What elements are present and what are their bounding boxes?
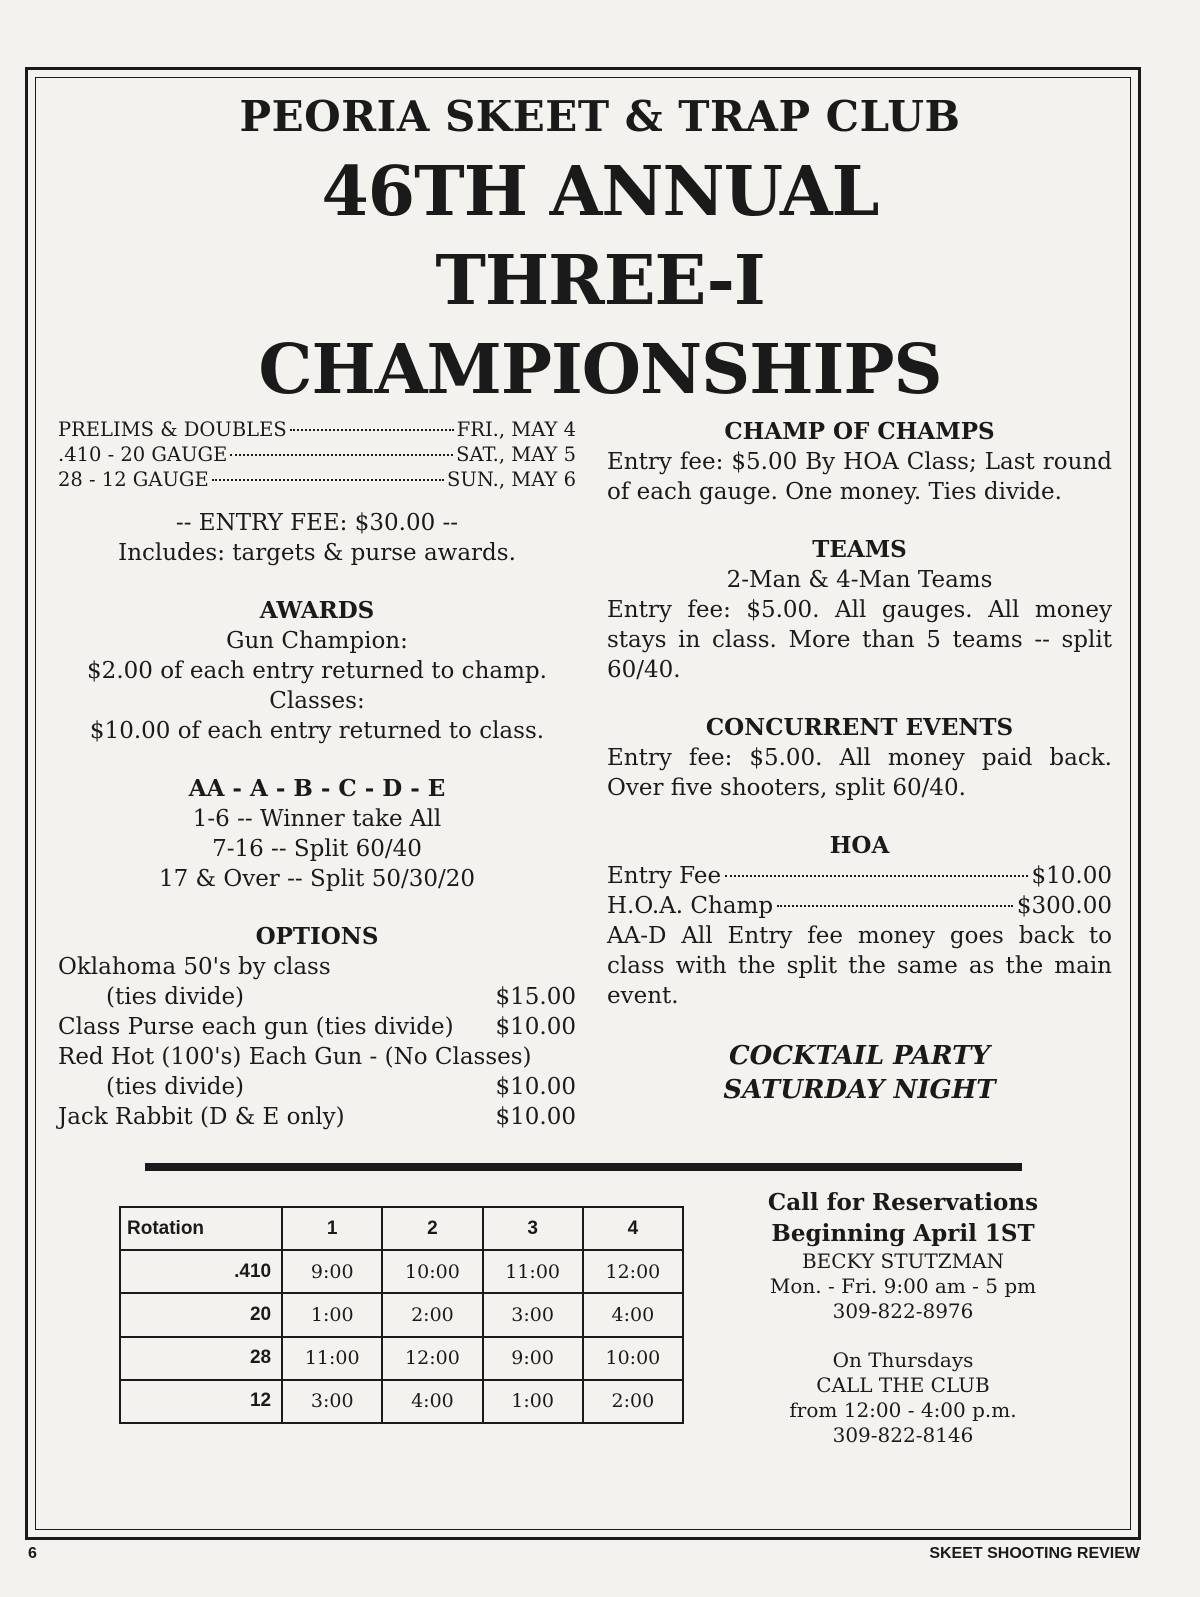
table-header-cell: 4 (583, 1207, 683, 1250)
club-phone: 309-822-8146 (832, 1423, 974, 1447)
right-column (607, 417, 1112, 1107)
table-header-cell: Rotation (120, 1207, 282, 1250)
option-price: $10.00 (495, 1104, 576, 1130)
table-row (120, 1250, 683, 1293)
table-row (120, 1380, 683, 1423)
time-cell: 12:00 (583, 1250, 683, 1293)
reservation-start: Beginning April 1ST (771, 1220, 1035, 1247)
option-red-hot: Red Hot (100's) Each Gun - (No Classes) (58, 1044, 532, 1070)
teams-text: Entry fee: $5.00. All gauges. All money stays in class. More than 5 teams -- split 60/40. (607, 597, 1112, 683)
schedule-row (58, 442, 576, 467)
cocktail-line-1: COCKTAIL PARTY (728, 1041, 991, 1071)
classes-title: AA - A - B - C - D - E (188, 775, 446, 802)
entry-fee: -- ENTRY FEE: $30.00 -- (175, 510, 459, 536)
club-name: PEORIA SKEET & TRAP CLUB (239, 92, 961, 141)
time-cell: 10:00 (382, 1250, 482, 1293)
awards-class-text: $10.00 of each entry returned to class. (89, 718, 545, 744)
option-row: (ties divide) $15.00 (106, 984, 576, 1010)
time-cell: 9:00 (282, 1250, 382, 1293)
awards-title: AWARDS (259, 597, 375, 624)
classes-line: 1-6 -- Winner take All (192, 806, 442, 832)
time-cell: 10:00 (583, 1337, 683, 1380)
option-oklahoma: Oklahoma 50's by class (58, 954, 331, 980)
gauge-cell: 28 (120, 1337, 282, 1380)
cocktail-line-2: SATURDAY NIGHT (723, 1075, 996, 1105)
teams-sub: 2-Man & 4-Man Teams (726, 567, 993, 593)
schedule-date: SAT., MAY 5 (456, 443, 576, 466)
time-cell: 4:00 (583, 1293, 683, 1336)
option-row: (ties divide) $10.00 (106, 1074, 576, 1100)
table-header-cell: 3 (483, 1207, 583, 1250)
awards-gun-label: Gun Champion: (226, 628, 408, 654)
reservation-info (738, 1187, 1068, 1448)
schedule-date: FRI., MAY 4 (456, 418, 576, 441)
schedule-row (58, 417, 576, 442)
entry-includes: Includes: targets & purse awards. (118, 540, 516, 566)
option-row: Jack Rabbit (D & E only) $10.00 (58, 1104, 576, 1130)
time-cell: 2:00 (382, 1293, 482, 1336)
option-row: Class Purse each gun (ties divide) $10.00 (58, 1014, 576, 1040)
champ-title: CHAMP OF CHAMPS (724, 418, 995, 445)
time-cell: 3:00 (483, 1293, 583, 1336)
time-cell: 11:00 (282, 1337, 382, 1380)
thursday-hours: from 12:00 - 4:00 p.m. (789, 1398, 1017, 1422)
option-price: $10.00 (495, 1014, 576, 1040)
schedule-event: 28 - 12 GAUGE (58, 468, 209, 491)
hoa-champ-row: H.O.A. Champ $300.00 (607, 893, 1112, 919)
hoa-text: AA-D All Entry fee money goes back to class with the split the same as the main event. (607, 923, 1112, 1009)
publication-name: SKEET SHOOTING REVIEW (929, 1545, 1140, 1562)
title-line-3: CHAMPIONSHIPS (258, 330, 942, 410)
left-column (58, 417, 576, 1132)
awards-class-label: Classes: (269, 688, 365, 714)
call-club: CALL THE CLUB (816, 1373, 990, 1397)
time-cell: 1:00 (282, 1293, 382, 1336)
table-row (120, 1337, 683, 1380)
rotation-table (119, 1206, 684, 1424)
time-cell: 9:00 (483, 1337, 583, 1380)
schedule-row (58, 467, 576, 492)
contact-hours: Mon. - Fri. 9:00 am - 5 pm (769, 1274, 1037, 1298)
time-cell: 4:00 (382, 1380, 482, 1423)
table-header-cell: 2 (382, 1207, 482, 1250)
table-header-row (120, 1207, 683, 1250)
option-price: $15.00 (495, 984, 576, 1010)
table-header-cell: 1 (282, 1207, 382, 1250)
page-number: 6 (28, 1545, 37, 1562)
schedule-event: .410 - 20 GAUGE (58, 443, 228, 466)
champ-text: Entry fee: $5.00 By HOA Class; Last round of each gauge. One money. Ties divide. (607, 449, 1112, 505)
teams-title: TEAMS (812, 536, 907, 563)
gauge-cell: .410 (120, 1250, 282, 1293)
classes-line: 7-16 -- Split 60/40 (212, 836, 422, 862)
hoa-fee-row: Entry Fee $10.00 (607, 863, 1112, 889)
time-cell: 12:00 (382, 1337, 482, 1380)
concurrent-title: CONCURRENT EVENTS (705, 714, 1014, 741)
title-line-1: 46TH ANNUAL (321, 152, 879, 232)
schedule-date: SUN., MAY 6 (447, 468, 576, 491)
concurrent-text: Entry fee: $5.00. All money paid back. Over five shooters, split 60/40. (607, 745, 1112, 801)
contact-name: BECKY STUTZMAN (801, 1249, 1005, 1273)
classes-line: 17 & Over -- Split 50/30/20 (158, 866, 476, 892)
time-cell: 3:00 (282, 1380, 382, 1423)
awards-gun-text: $2.00 of each entry returned to champ. (87, 658, 547, 684)
title-line-2: THREE-I (435, 241, 765, 321)
section-divider (145, 1163, 1022, 1171)
gauge-cell: 20 (120, 1293, 282, 1336)
hoa-title: HOA (829, 832, 890, 859)
table-row (120, 1293, 683, 1336)
gauge-cell: 12 (120, 1380, 282, 1423)
reservation-heading: Call for Reservations (767, 1189, 1039, 1216)
time-cell: 2:00 (583, 1380, 683, 1423)
contact-phone: 309-822-8976 (832, 1299, 974, 1323)
option-price: $10.00 (495, 1074, 576, 1100)
time-cell: 1:00 (483, 1380, 583, 1423)
schedule-event: PRELIMS & DOUBLES (58, 418, 287, 441)
time-cell: 11:00 (483, 1250, 583, 1293)
thursday-label: On Thursdays (832, 1348, 974, 1372)
options-title: OPTIONS (255, 923, 379, 950)
